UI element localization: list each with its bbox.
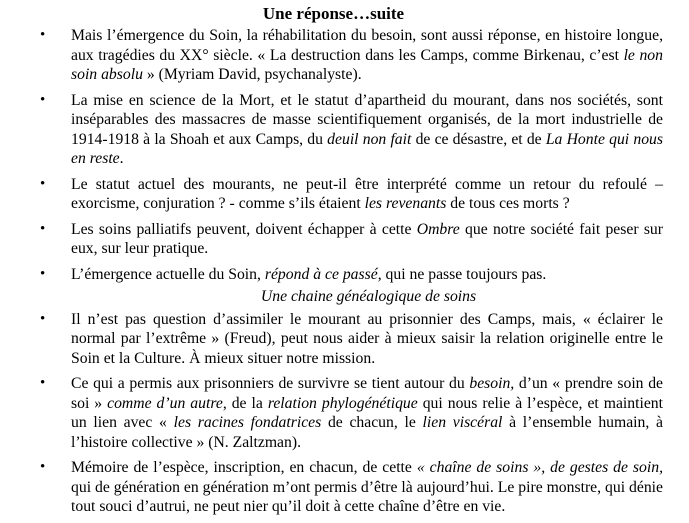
bullet-marker: • [40, 175, 46, 192]
body-text: . [119, 150, 124, 167]
italic-text: les racines fondatrices [173, 414, 322, 431]
page-title [0, 4, 689, 24]
bullet-group-after-subheading [0, 310, 689, 517]
body-text: de tous ces morts ? [446, 195, 570, 212]
body-text: qui ne passe toujours pas. [381, 265, 547, 283]
bullet-marker: • [40, 459, 46, 475]
page-title-text: Une réponse…suite [262, 4, 405, 23]
bullet-item [0, 310, 689, 369]
body-text: Mais l’émergence du Soin, la réhabilitation du besoin, sont aussi réponse, en histoire longue, aux tragédies du XX° siècle. « La destruction dans les Camps, comme Birkenau, c’est [71, 27, 663, 64]
bullet-marker: • [40, 310, 46, 327]
bullet-item [0, 91, 689, 169]
italic-text: « chaîne de soins », de gestes de soin, [416, 459, 663, 476]
bullet-marker: • [40, 91, 46, 108]
body-text: Ce qui a permis aux prisonniers de survivre se tient autour du [71, 375, 470, 392]
italic-text: relation phylogénétique [267, 394, 418, 412]
italic-text: Ombre [416, 220, 460, 238]
body-text: à l’ensemble humain, à l’histoire collective » (N. Zaltzman). [71, 414, 663, 451]
bullet-list [0, 26, 689, 523]
body-text: , de la [222, 394, 268, 412]
bullet-item [0, 26, 689, 85]
bullet-marker: • [40, 375, 46, 391]
body-text: que notre société fait peser sur eux, sur leur pratique. [71, 220, 663, 257]
bullet-item [0, 220, 689, 259]
bullet-item [0, 265, 689, 285]
body-text: » (Myriam David, psychanalyste). [142, 66, 362, 83]
italic-text: besoin, [469, 375, 515, 392]
italic-text: deuil non fait [327, 130, 412, 148]
italic-text: répond à ce passé, [264, 265, 382, 283]
body-text: L’émergence actuelle du Soin, [71, 265, 265, 283]
body-text: Mémoire de l’espèce, inscription, en chacun, de cette [71, 459, 417, 476]
body-text: La mise en science de la Mort, et le statut d’apartheid du mourant, dans nos sociétés, sont inséparables des massacres de masse scientifiquement organisés, de la mort industrielle de 1914-1918 à la Shoah et aux Camps, du [71, 91, 663, 148]
section-subheading [0, 287, 663, 307]
body-text: Les soins palliatifs peuvent, doivent échapper à cette [71, 220, 417, 238]
italic-text: La Honte qui nous en reste [71, 130, 663, 167]
body-text: de chacun, le [321, 414, 423, 431]
body-text: Il n’est pas question d’assimiler le mourant au prisonnier des Camps, mais, « éclairer le normal par l’extrême » (Freud), peut nous aider à mieux saisir la relation originelle entre le Soin et la Culture. À mieux situer notre mission. [71, 310, 663, 367]
body-text: qui de génération en génération m’ont permis d’être là aujourd’hui. Le pire monstre, qui dénie tout souci d’autrui, ne peut nier qu’il doit à cette chaîne d’être en vie. [71, 478, 663, 515]
italic-text: le non soin absolu [71, 46, 663, 83]
body-text: d’un « prendre soin de soi » [71, 375, 663, 412]
bullet-item [0, 175, 689, 214]
body-text: qui nous relie à l’espèce, et maintient un lien avec « [71, 394, 663, 431]
bullet-marker: • [40, 220, 46, 237]
bullet-item [0, 458, 689, 517]
bullet-marker: • [40, 265, 46, 282]
italic-text: les revenants [364, 195, 447, 212]
bullet-group-before-subheading [0, 26, 689, 284]
italic-text: lien viscéral [422, 414, 503, 431]
bullet-item [0, 374, 689, 452]
body-text: Le statut actuel des mourants, ne peut-il être interprété comme un retour du refoulé – exorcisme, conjuration ? - comme s’ils étaient [71, 175, 663, 212]
body-text: de ce désastre, et de [411, 130, 546, 148]
italic-text: comme d’un autre [107, 394, 223, 412]
section-subheading-text: Une chaine généalogique de soins [260, 288, 477, 305]
bullet-marker: • [40, 27, 46, 43]
